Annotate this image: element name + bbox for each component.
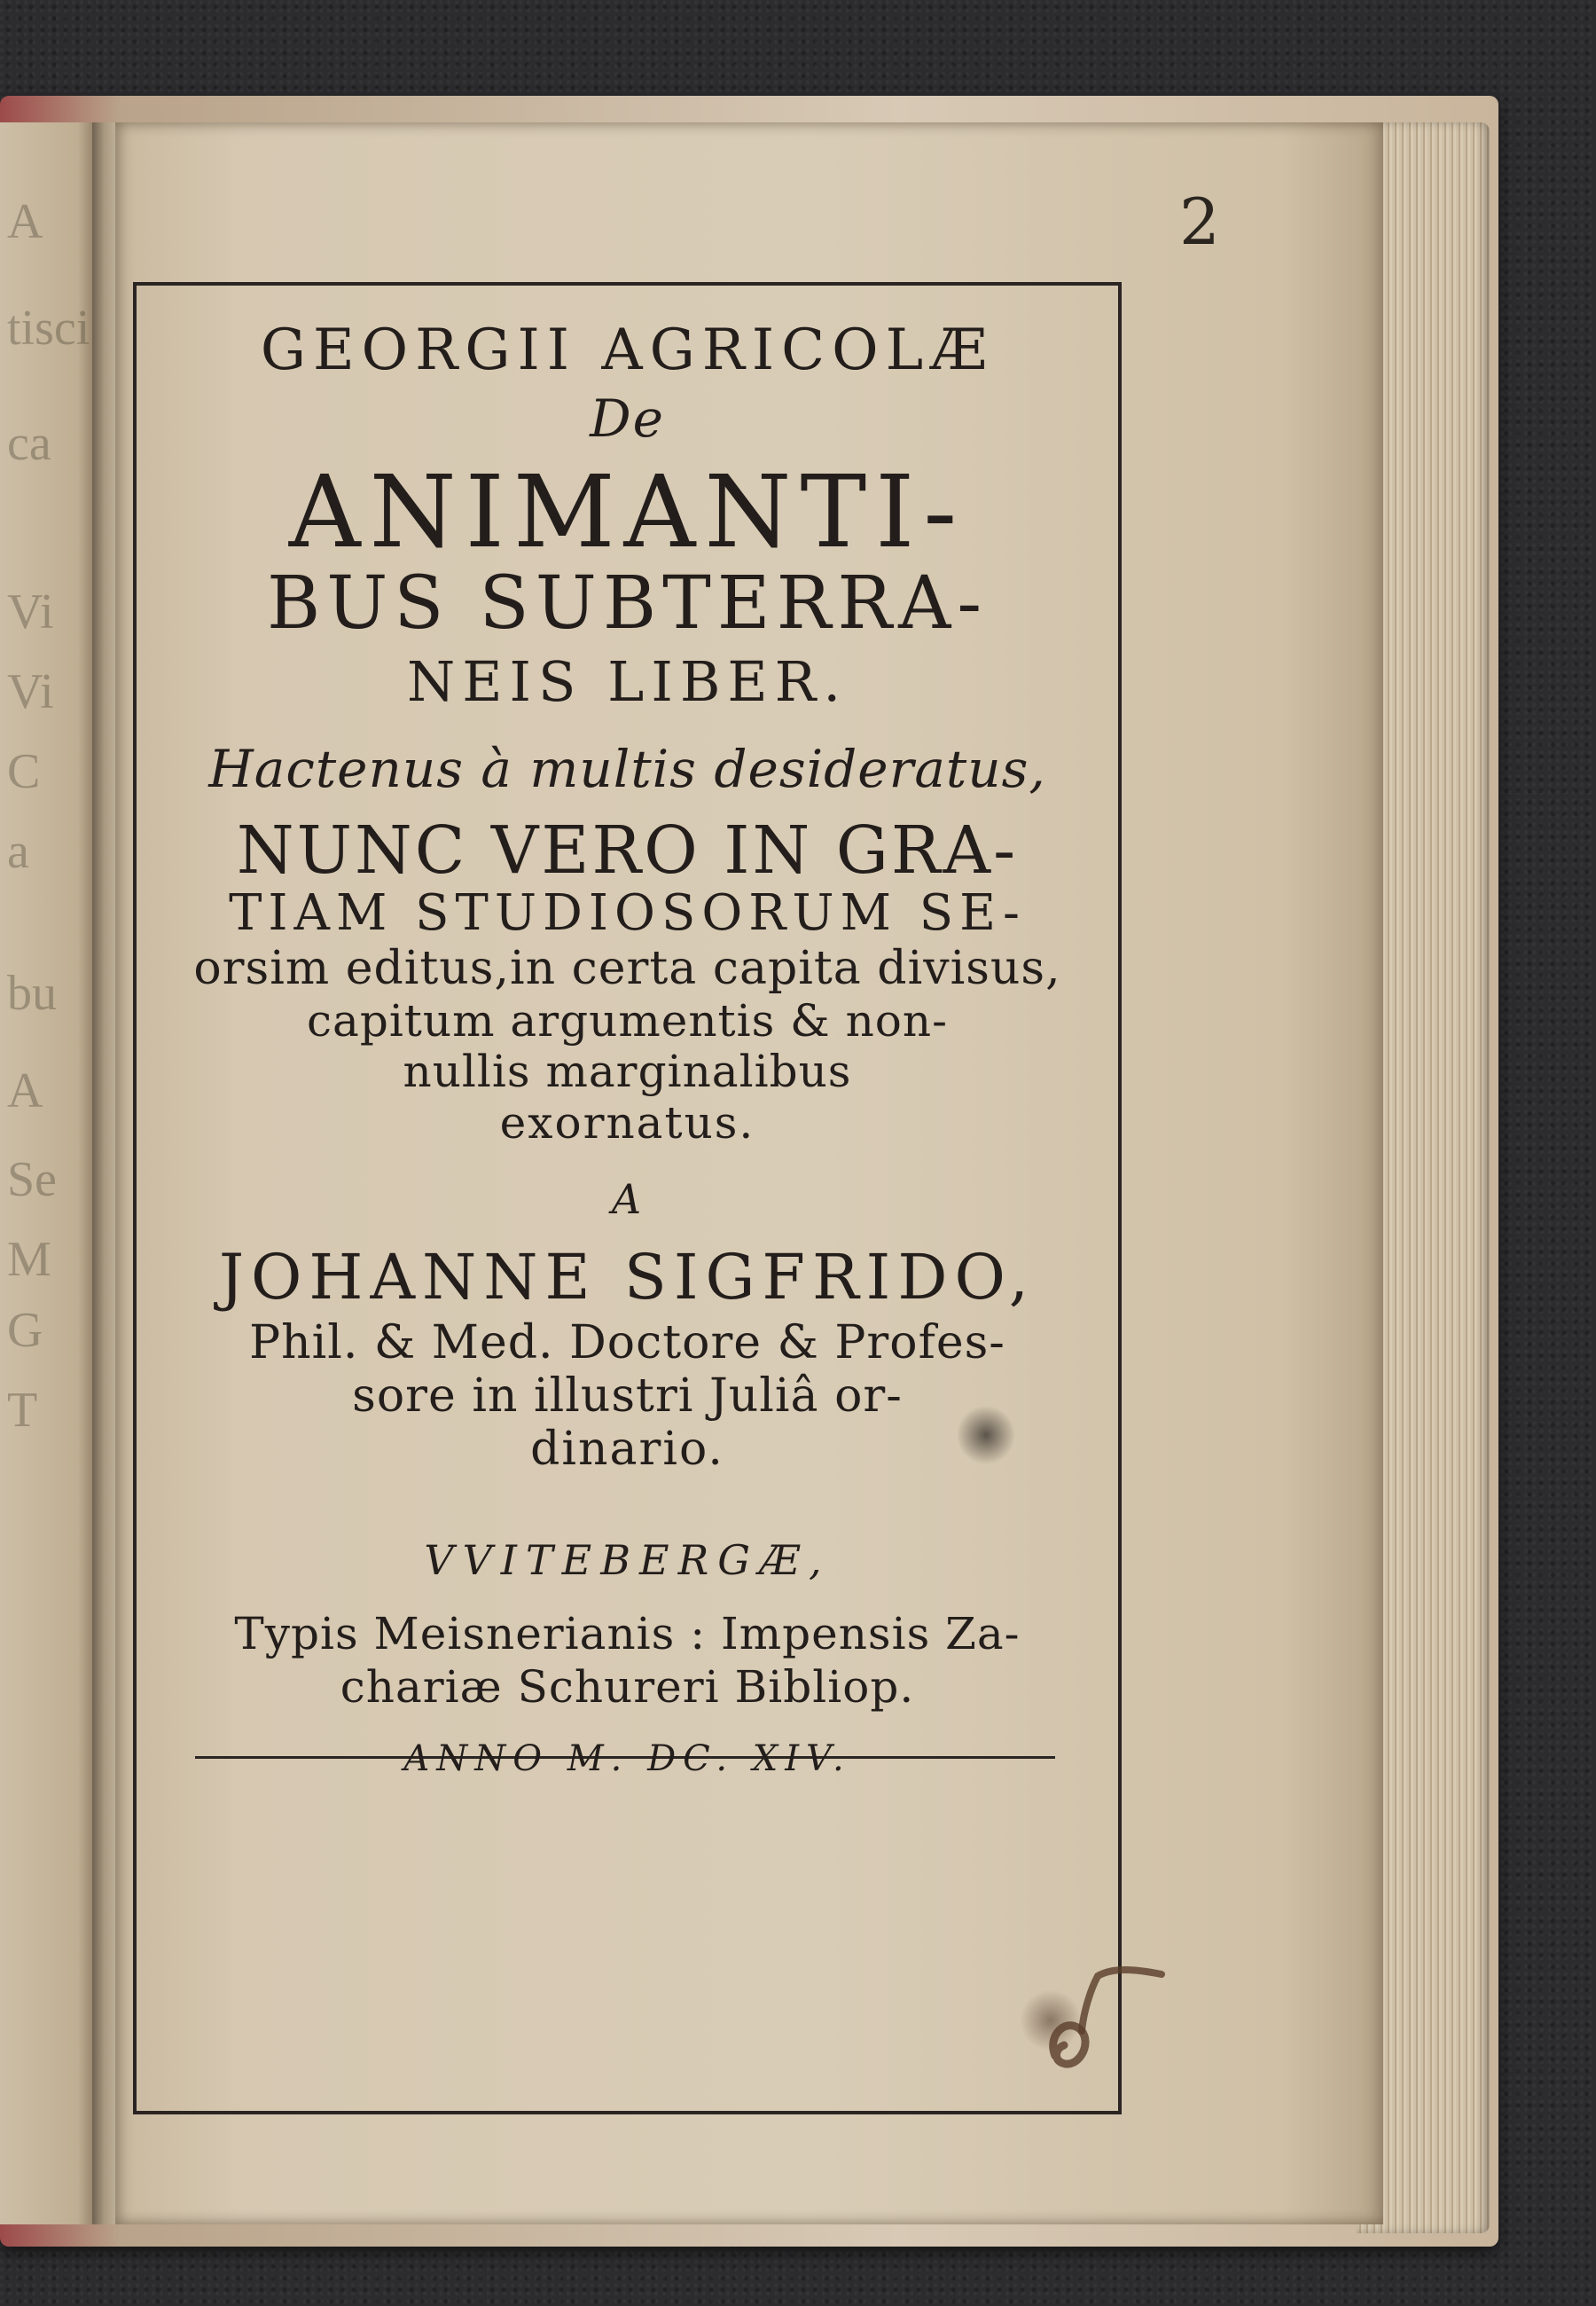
title-line-1: ANIMANTI- bbox=[288, 455, 966, 570]
folio-number: 2 bbox=[1179, 184, 1220, 259]
subtitle-line: Hactenus à multis desideratus, bbox=[208, 738, 1046, 799]
imprint-year: ANNO M. DC. XIV. bbox=[403, 1738, 851, 1780]
imprint-printer-line-2: chariæ Schureri Bibliop. bbox=[340, 1661, 915, 1714]
show-through-text: Vi bbox=[7, 664, 54, 719]
show-through-text: a bbox=[7, 824, 29, 879]
title-line-3: NEIS LIBER. bbox=[406, 648, 849, 714]
description-line-5: nullis marginalibus bbox=[403, 1046, 852, 1098]
frame-rule-top bbox=[133, 282, 1122, 286]
description-line-4: capitum argumentis & non- bbox=[307, 994, 948, 1047]
description-line-2: TIAM STUDIOSORUM SE- bbox=[229, 884, 1026, 943]
description-line-1: NUNC VERO IN GRA- bbox=[236, 812, 1019, 889]
frame-rule-bottom bbox=[133, 2111, 1122, 2114]
title-line-2: BUS SUBTERRA- bbox=[266, 561, 989, 646]
show-through-text: A bbox=[7, 194, 43, 249]
description-line-3: orsim editus,in certa capita divisus, bbox=[193, 941, 1061, 995]
author-line: GEORGII AGRICOLÆ bbox=[260, 318, 995, 383]
show-through-text: Se bbox=[7, 1152, 57, 1207]
show-through-text: tisci bbox=[7, 301, 90, 356]
editor-name: JOHANNE SIGFRIDO, bbox=[218, 1241, 1036, 1314]
show-through-text: T bbox=[7, 1383, 38, 1438]
show-through-text: M bbox=[7, 1232, 51, 1287]
imprint-printer-line-1: Typis Meisnerianis : Impensis Za- bbox=[234, 1608, 1021, 1660]
handwritten-mark-icon bbox=[1029, 1949, 1179, 2082]
editor-title-line-1: Phil. & Med. Doctore & Profes- bbox=[249, 1316, 1005, 1370]
show-through-text: ca bbox=[7, 416, 51, 471]
show-through-text: A bbox=[7, 1063, 43, 1118]
show-through-text: bu bbox=[7, 966, 57, 1021]
show-through-text: G bbox=[7, 1303, 43, 1358]
frame-rule-right bbox=[1118, 282, 1122, 2111]
facing-left-page bbox=[0, 122, 98, 2224]
title-text-block bbox=[142, 300, 1113, 1779]
show-through-text: C bbox=[7, 744, 41, 799]
editor-title-line-2: sore in illustri Juliâ or- bbox=[352, 1369, 903, 1423]
imprint-place: VVITEBERGÆ, bbox=[424, 1536, 831, 1585]
editor-title-line-3: dinario. bbox=[530, 1422, 724, 1476]
description-line-6: exornatus. bbox=[499, 1096, 755, 1149]
preposition-line: De bbox=[590, 388, 665, 449]
ink-stain bbox=[958, 1404, 1014, 1466]
by-line: A bbox=[611, 1175, 644, 1224]
title-page bbox=[115, 122, 1383, 2224]
book bbox=[0, 96, 1507, 2247]
frame-rule-left bbox=[133, 282, 137, 2111]
show-through-text: Vi bbox=[7, 584, 54, 639]
